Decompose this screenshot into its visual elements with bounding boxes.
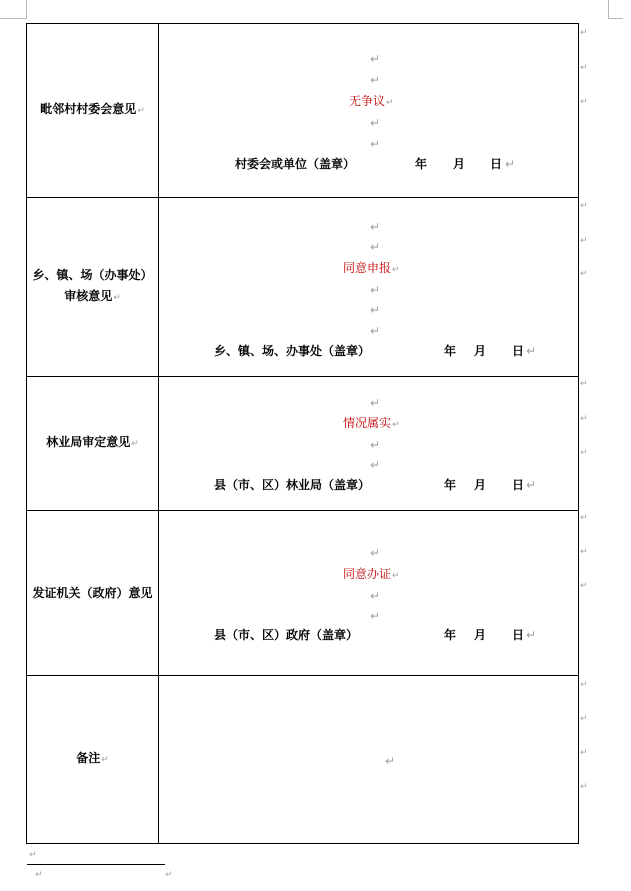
paragraph-mark: ↵ xyxy=(101,755,109,765)
table-row xyxy=(27,24,579,198)
row-label: 发证机关（政府）意见 xyxy=(32,585,153,600)
paragraph-mark: ↵ xyxy=(370,116,381,130)
table-row xyxy=(27,511,579,676)
opinion-cell[interactable] xyxy=(159,511,579,676)
page-corner-marker xyxy=(608,0,623,19)
paragraph-mark: ↵ xyxy=(370,324,381,338)
table-row xyxy=(27,198,579,377)
signature-line: 乡、镇、场、办事处（盖章） xyxy=(214,344,371,358)
date-day: 日 xyxy=(490,157,503,171)
date-year: 年 xyxy=(444,628,457,642)
row-label-cell xyxy=(27,676,159,844)
paragraph-mark: ↵ xyxy=(370,137,381,151)
paragraph-mark: ↵ xyxy=(580,201,588,211)
opinion-cell[interactable] xyxy=(159,198,579,377)
row-label-cell xyxy=(27,198,159,377)
signature-line: 村委会或单位（盖章） xyxy=(235,157,356,171)
paragraph-mark: ↵ xyxy=(370,438,381,452)
page-corner-marker xyxy=(0,0,27,19)
paragraph-mark: ↵ xyxy=(370,546,381,560)
paragraph-mark: ↵ xyxy=(580,236,588,246)
approval-form-table xyxy=(26,23,579,844)
opinion-value: 情况属实 xyxy=(343,416,392,430)
opinion-value: 同意办证 xyxy=(343,567,392,581)
date-month: 月 xyxy=(474,344,487,358)
paragraph-mark: ↵ xyxy=(370,52,381,66)
opinion-value: 无争议 xyxy=(349,94,386,108)
paragraph-mark: ↵ xyxy=(370,240,381,254)
paragraph-mark: ↵ xyxy=(392,571,400,581)
opinion-text xyxy=(343,416,400,432)
paragraph-mark: ↵ xyxy=(580,782,588,792)
paragraph-mark: ↵ xyxy=(580,547,588,557)
paragraph-mark: ↵ xyxy=(526,628,537,642)
date-month: 月 xyxy=(453,157,466,171)
paragraph-mark: ↵ xyxy=(580,269,588,279)
date-year: 年 xyxy=(444,478,457,492)
date-month: 月 xyxy=(474,628,487,642)
opinion-cell[interactable] xyxy=(159,377,579,511)
paragraph-mark: ↵ xyxy=(137,106,145,116)
date-month: 月 xyxy=(474,478,487,492)
paragraph-mark: ↵ xyxy=(35,870,43,880)
paragraph-mark: ↵ xyxy=(526,344,537,358)
date-day: 日 xyxy=(512,344,525,358)
table-row xyxy=(27,676,579,844)
paragraph-mark: ↵ xyxy=(131,439,139,449)
paragraph-mark: ↵ xyxy=(370,458,381,472)
paragraph-mark: ↵ xyxy=(113,293,121,303)
paragraph-mark: ↵ xyxy=(580,97,588,107)
row-label: 备注 xyxy=(76,751,101,765)
row-label: 毗邻村村委会意见 xyxy=(40,102,137,116)
date-day: 日 xyxy=(512,478,525,492)
signature-line: 县（市、区）林业局（盖章） xyxy=(214,478,371,492)
date-year: 年 xyxy=(415,157,428,171)
paragraph-mark: ↵ xyxy=(505,157,516,171)
footnote-separator xyxy=(27,864,165,865)
signature-line: 县（市、区）政府（盖章） xyxy=(214,628,359,642)
paragraph-mark: ↵ xyxy=(580,414,588,424)
paragraph-mark: ↵ xyxy=(580,448,588,458)
paragraph-mark: ↵ xyxy=(580,680,588,690)
paragraph-mark: ↵ xyxy=(370,396,381,410)
paragraph-mark: ↵ xyxy=(580,581,588,591)
date-day: 日 xyxy=(512,628,525,642)
paragraph-mark: ↵ xyxy=(370,283,381,297)
row-label: 林业局审定意见 xyxy=(46,435,131,449)
paragraph-mark: ↵ xyxy=(580,28,588,38)
paragraph-mark: ↵ xyxy=(386,98,394,108)
opinion-value: 同意申报 xyxy=(343,261,392,275)
paragraph-mark: ↵ xyxy=(526,478,537,492)
paragraph-mark: ↵ xyxy=(370,303,381,317)
row-label-cell xyxy=(27,24,159,198)
paragraph-mark: ↵ xyxy=(580,379,588,389)
paragraph-mark: ↵ xyxy=(580,513,588,523)
paragraph-mark: ↵ xyxy=(580,63,588,73)
paragraph-mark: ↵ xyxy=(370,73,381,87)
opinion-text xyxy=(343,567,400,583)
date-year: 年 xyxy=(444,344,457,358)
paragraph-mark: ↵ xyxy=(392,265,400,275)
row-label-cell xyxy=(27,511,159,676)
paragraph-mark: ↵ xyxy=(29,850,37,860)
paragraph-mark: ↵ xyxy=(580,748,588,758)
paragraph-mark: ↵ xyxy=(165,870,173,880)
paragraph-mark: ↵ xyxy=(370,609,381,623)
paragraph-mark: ↵ xyxy=(580,714,588,724)
paragraph-mark: ↵ xyxy=(392,420,400,430)
remarks-cell[interactable] xyxy=(159,676,579,844)
table-row xyxy=(27,377,579,511)
paragraph-mark: ↵ xyxy=(370,220,381,234)
row-label-cell xyxy=(27,377,159,511)
opinion-text xyxy=(343,261,400,277)
opinion-cell[interactable] xyxy=(159,24,579,198)
paragraph-mark: ↵ xyxy=(370,589,381,603)
opinion-text xyxy=(349,94,394,110)
paragraph-mark: ↵ xyxy=(385,754,396,768)
row-label: 乡、镇、场（办事处）审核意见 xyxy=(32,268,153,303)
